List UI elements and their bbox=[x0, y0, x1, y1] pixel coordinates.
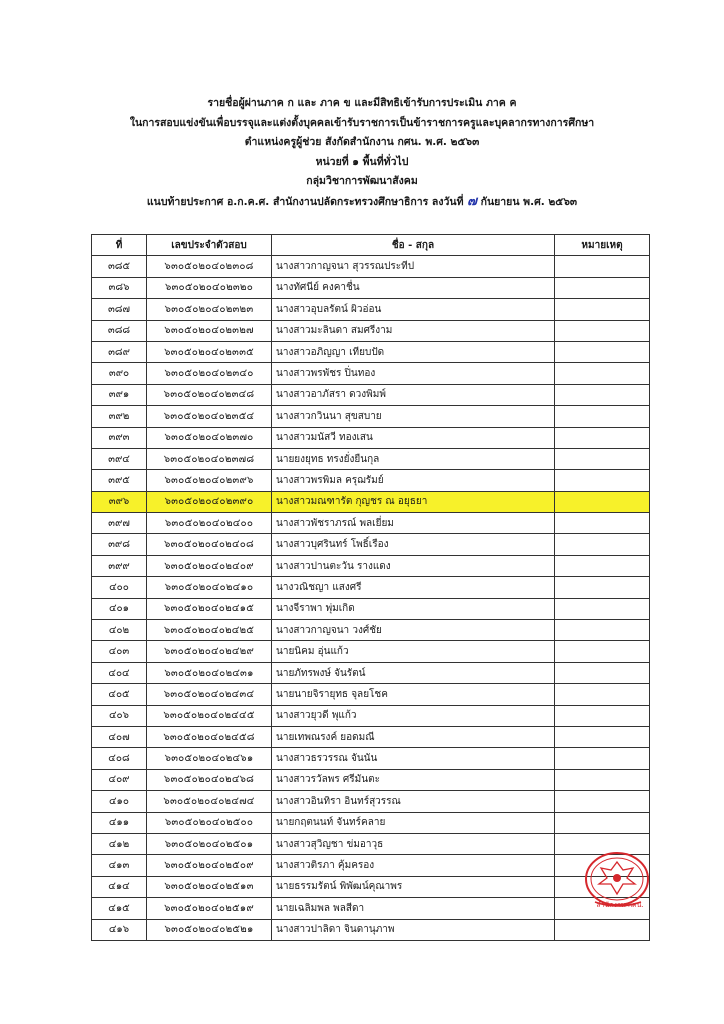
row-name: นางสาวยุวดี พุแก้ว bbox=[272, 705, 555, 726]
header-note: หมายเหตุ bbox=[555, 235, 650, 256]
row-note bbox=[555, 491, 650, 512]
row-number: ๔๑๔ bbox=[92, 876, 147, 897]
table-row bbox=[92, 705, 650, 726]
row-note bbox=[555, 812, 650, 833]
row-exam-id: ๖๓๐๕๐๒๐๔๐๒๕๐๑ bbox=[147, 833, 272, 854]
row-note bbox=[555, 791, 650, 812]
table-row bbox=[92, 598, 650, 619]
row-exam-id: ๖๓๐๕๐๒๐๔๐๒๓๙๐ bbox=[147, 491, 272, 512]
row-name: นางสาวปาลิดา จินดานุภาพ bbox=[272, 919, 555, 940]
table-row bbox=[92, 726, 650, 747]
subject-group-line: กลุ่มวิชาการพัฒนาสังคม bbox=[306, 175, 418, 187]
row-number: ๔๐๑ bbox=[92, 598, 147, 619]
document-header bbox=[0, 94, 724, 212]
row-name: นางสาวรวัลพร ศรีมันตะ bbox=[272, 769, 555, 790]
table-row bbox=[92, 341, 650, 362]
row-name: นายเทพณรงค์ ยอดมณี bbox=[272, 726, 555, 747]
row-name: นางสาวอุบลรัตน์ ผิวอ่อน bbox=[272, 299, 555, 320]
row-note bbox=[555, 577, 650, 598]
row-note bbox=[555, 277, 650, 298]
row-exam-id: ๖๓๐๕๐๒๐๔๐๒๓๕๔ bbox=[147, 406, 272, 427]
title-line-1: รายชื่อผู้ผ่านภาค ก และ ภาค ข และมีสิทธิเข้ารับการประเมิน ภาค ค bbox=[207, 97, 517, 109]
row-number: ๓๙๐ bbox=[92, 363, 147, 384]
row-number: ๔๑๕ bbox=[92, 898, 147, 919]
row-name: นางสาวธรวรรณ จันนัน bbox=[272, 748, 555, 769]
row-note bbox=[555, 748, 650, 769]
row-exam-id: ๖๓๐๕๐๒๐๔๐๒๔๓๔ bbox=[147, 684, 272, 705]
row-name: นางสาวกาญจนา สุวรรณประทีป bbox=[272, 256, 555, 277]
header-exam-id: เลขประจำตัวสอบ bbox=[147, 235, 272, 256]
row-number: ๔๐๐ bbox=[92, 577, 147, 598]
row-exam-id: ๖๓๐๕๐๒๐๔๐๒๔๗๔ bbox=[147, 791, 272, 812]
row-name: นางสาวบุศรินทร์ โพธิ์เรือง bbox=[272, 534, 555, 555]
row-number: ๔๑๖ bbox=[92, 919, 147, 940]
header-no: ที่ bbox=[92, 235, 147, 256]
row-exam-id: ๖๓๐๕๐๒๐๔๐๒๔๖๘ bbox=[147, 769, 272, 790]
table-row bbox=[92, 277, 650, 298]
unit-line: หน่วยที่ ๑ พื้นที่ทั่วไป bbox=[315, 155, 409, 168]
row-note bbox=[555, 256, 650, 277]
table-row bbox=[92, 320, 650, 341]
row-note bbox=[555, 726, 650, 747]
row-exam-id: ๖๓๐๕๐๒๐๔๐๒๕๒๑ bbox=[147, 919, 272, 940]
table-row bbox=[92, 534, 650, 555]
table-row bbox=[92, 491, 650, 512]
row-number: ๔๐๘ bbox=[92, 748, 147, 769]
row-number: ๓๘๘ bbox=[92, 320, 147, 341]
row-number: ๔๑๓ bbox=[92, 855, 147, 876]
row-note bbox=[555, 620, 650, 641]
row-note bbox=[555, 363, 650, 384]
row-note bbox=[555, 384, 650, 405]
table-row bbox=[92, 855, 650, 876]
row-exam-id: ๖๓๐๕๐๒๐๔๐๒๔๒๕ bbox=[147, 620, 272, 641]
row-name: นายนายจิรายุทธ จุลยโชค bbox=[272, 684, 555, 705]
row-name: นางสาวกาญจนา วงศ์ชัย bbox=[272, 620, 555, 641]
row-exam-id: ๖๓๐๕๐๒๐๔๐๒๓๒๗ bbox=[147, 320, 272, 341]
row-number: ๔๐๗ bbox=[92, 726, 147, 747]
row-number: ๓๙๘ bbox=[92, 534, 147, 555]
row-exam-id: ๖๓๐๕๐๒๐๔๐๒๔๐๙ bbox=[147, 555, 272, 576]
row-number: ๔๑๒ bbox=[92, 833, 147, 854]
row-note bbox=[555, 406, 650, 427]
row-number: ๓๘๖ bbox=[92, 277, 147, 298]
row-exam-id: ๖๓๐๕๐๒๐๔๐๒๓๓๕ bbox=[147, 341, 272, 362]
table-row bbox=[92, 791, 650, 812]
row-number: ๓๙๕ bbox=[92, 470, 147, 491]
row-name: นางสาวกวินนา สุขสบาย bbox=[272, 406, 555, 427]
table-row bbox=[92, 812, 650, 833]
row-note bbox=[555, 769, 650, 790]
row-name: นางสาวมะลินดา สมศรีงาม bbox=[272, 320, 555, 341]
table-row bbox=[92, 384, 650, 405]
row-name: นางสาวอินทิรา อินทร์สุวรรณ bbox=[272, 791, 555, 812]
row-name: นางสาวอาภัสรา ดวงพิมพ์ bbox=[272, 384, 555, 405]
row-name: นางสาวติรภา คุ้มครอง bbox=[272, 855, 555, 876]
row-name: นายยงยุทธ ทรงยั่งยืนกุล bbox=[272, 448, 555, 469]
row-name: นางสาวมนัสวี ทองเสน bbox=[272, 427, 555, 448]
row-note bbox=[555, 320, 650, 341]
table-row bbox=[92, 876, 650, 897]
row-exam-id: ๖๓๐๕๐๒๐๔๐๒๔๖๑ bbox=[147, 748, 272, 769]
announcement-suffix: กันยายน พ.ศ. ๒๕๖๓ bbox=[480, 195, 578, 208]
row-note bbox=[555, 448, 650, 469]
row-exam-id: ๖๓๐๕๐๒๐๔๐๒๔๒๙ bbox=[147, 641, 272, 662]
row-exam-id: ๖๓๐๕๐๒๐๔๐๒๔๐๐ bbox=[147, 513, 272, 534]
row-name: นางทัศนีย์ คงคาชื่น bbox=[272, 277, 555, 298]
row-exam-id: ๖๓๐๕๐๒๐๔๐๒๕๑๙ bbox=[147, 898, 272, 919]
row-exam-id: ๖๓๐๕๐๒๐๔๐๒๔๑๐ bbox=[147, 577, 272, 598]
table-row bbox=[92, 748, 650, 769]
row-number: ๓๙๓ bbox=[92, 427, 147, 448]
row-exam-id: ๖๓๐๕๐๒๐๔๐๒๕๑๓ bbox=[147, 876, 272, 897]
row-number: ๓๙๙ bbox=[92, 555, 147, 576]
row-note bbox=[555, 555, 650, 576]
row-name: นางสาวสุวิญชา ข่มอาวุธ bbox=[272, 833, 555, 854]
row-note bbox=[555, 534, 650, 555]
row-number: ๔๐๒ bbox=[92, 620, 147, 641]
row-number: ๓๘๙ bbox=[92, 341, 147, 362]
row-note bbox=[555, 470, 650, 491]
row-exam-id: ๖๓๐๕๐๒๐๔๐๒๔๔๕ bbox=[147, 705, 272, 726]
table-row bbox=[92, 898, 650, 919]
title-line-2: ในการสอบแข่งขันเพื่อบรรจุและแต่งตั้งบุคคลเข้ารับราชการเป็นข้าราชการครูและบุคลากรทางการศึกษา bbox=[129, 116, 595, 129]
row-number: ๓๙๒ bbox=[92, 406, 147, 427]
announcement-day: ๗ bbox=[467, 193, 477, 209]
table-row bbox=[92, 684, 650, 705]
row-exam-id: ๖๓๐๕๐๒๐๔๐๒๔๑๕ bbox=[147, 598, 272, 619]
row-name: นายนิคม อุ่นแก้ว bbox=[272, 641, 555, 662]
table-header-row bbox=[92, 235, 650, 256]
row-number: ๔๐๓ bbox=[92, 641, 147, 662]
table-row bbox=[92, 555, 650, 576]
row-note bbox=[555, 598, 650, 619]
row-number: ๓๙๗ bbox=[92, 513, 147, 534]
row-exam-id: ๖๓๐๕๐๒๐๔๐๒๓๔๘ bbox=[147, 384, 272, 405]
candidate-table bbox=[91, 234, 650, 941]
row-name: นางสาวอภิญญา เทียบปัด bbox=[272, 341, 555, 362]
row-exam-id: ๖๓๐๕๐๒๐๔๐๒๕๐๐ bbox=[147, 812, 272, 833]
table-row bbox=[92, 641, 650, 662]
table-row bbox=[92, 448, 650, 469]
row-name: นางสาวพรพิมล ครุฌรัมย์ bbox=[272, 470, 555, 491]
title-line-3: ตำแหน่งครูผู้ช่วย สังกัดสำนักงาน กศน. พ.ศ. ๒๕๖๓ bbox=[244, 136, 480, 148]
row-name: นายธรรมรัตน์ พิพัฒน์คุณาพร bbox=[272, 876, 555, 897]
row-number: ๓๙๑ bbox=[92, 384, 147, 405]
table-row bbox=[92, 363, 650, 384]
row-exam-id: ๖๓๐๕๐๒๐๔๐๒๔๐๘ bbox=[147, 534, 272, 555]
announcement-prefix: แนบท้ายประกาศ อ.ก.ค.ศ. สำนักงานปลัดกระทรวงศึกษาธิการ ลงวันที่ bbox=[146, 195, 464, 208]
table-row bbox=[92, 769, 650, 790]
row-exam-id: ๖๓๐๕๐๒๐๔๐๒๓๔๐ bbox=[147, 363, 272, 384]
row-name: นายภัทรพงษ์ จันรัตน์ bbox=[272, 662, 555, 683]
row-exam-id: ๖๓๐๕๐๒๐๔๐๒๔๓๑ bbox=[147, 662, 272, 683]
row-exam-id: ๖๓๐๕๐๒๐๔๐๒๔๕๘ bbox=[147, 726, 272, 747]
table-row bbox=[92, 406, 650, 427]
row-exam-id: ๖๓๐๕๐๒๐๔๐๒๓๐๘ bbox=[147, 256, 272, 277]
row-note bbox=[555, 662, 650, 683]
row-number: ๔๐๕ bbox=[92, 684, 147, 705]
row-number: ๔๐๔ bbox=[92, 662, 147, 683]
row-name: นายเฉลิมพล พลสีดา bbox=[272, 898, 555, 919]
row-name: นางสาวพรพัชร ปิ่นทอง bbox=[272, 363, 555, 384]
row-exam-id: ๖๓๐๕๐๒๐๔๐๒๕๐๙ bbox=[147, 855, 272, 876]
table-row bbox=[92, 513, 650, 534]
table-row bbox=[92, 427, 650, 448]
row-exam-id: ๖๓๐๕๐๒๐๔๐๒๓๒๐ bbox=[147, 277, 272, 298]
row-number: ๓๙๔ bbox=[92, 448, 147, 469]
row-note bbox=[555, 684, 650, 705]
table-row bbox=[92, 577, 650, 598]
row-number: ๔๑๑ bbox=[92, 812, 147, 833]
row-note bbox=[555, 705, 650, 726]
seal-caption: สำนักงาน กศน. bbox=[596, 901, 644, 909]
table-row bbox=[92, 299, 650, 320]
table-row bbox=[92, 833, 650, 854]
row-note bbox=[555, 427, 650, 448]
row-exam-id: ๖๓๐๕๐๒๐๔๐๒๓๗๐ bbox=[147, 427, 272, 448]
row-note bbox=[555, 641, 650, 662]
row-name: นางสาวพัชราภรณ์ พลเยี่ยม bbox=[272, 513, 555, 534]
row-number: ๓๘๕ bbox=[92, 256, 147, 277]
row-number: ๔๐๖ bbox=[92, 705, 147, 726]
table-row bbox=[92, 662, 650, 683]
row-number: ๓๙๖ bbox=[92, 491, 147, 512]
row-number: ๓๘๗ bbox=[92, 299, 147, 320]
row-exam-id: ๖๓๐๕๐๒๐๔๐๒๓๙๖ bbox=[147, 470, 272, 491]
table-row bbox=[92, 620, 650, 641]
table-row bbox=[92, 256, 650, 277]
row-note bbox=[555, 341, 650, 362]
row-name: นางจีราพา พุ่มเกิด bbox=[272, 598, 555, 619]
row-note bbox=[555, 299, 650, 320]
row-name: นางสาวมณฑารัต กุญชร ณ อยุธยา bbox=[272, 491, 555, 512]
table-row bbox=[92, 919, 650, 940]
header-name: ชื่อ - สกุล bbox=[272, 235, 555, 256]
row-number: ๔๐๙ bbox=[92, 769, 147, 790]
table-row bbox=[92, 470, 650, 491]
row-name: นางสาวปานตะวัน รางแดง bbox=[272, 555, 555, 576]
row-name: นางวณิชญา แสงศรี bbox=[272, 577, 555, 598]
row-exam-id: ๖๓๐๕๐๒๐๔๐๒๓๗๘ bbox=[147, 448, 272, 469]
row-name: นายกฤตนนท์ จันทร์คลาย bbox=[272, 812, 555, 833]
row-number: ๔๑๐ bbox=[92, 791, 147, 812]
row-note bbox=[555, 513, 650, 534]
row-note bbox=[555, 919, 650, 940]
row-exam-id: ๖๓๐๕๐๒๐๔๐๒๓๒๓ bbox=[147, 299, 272, 320]
announcement-line bbox=[0, 192, 724, 213]
